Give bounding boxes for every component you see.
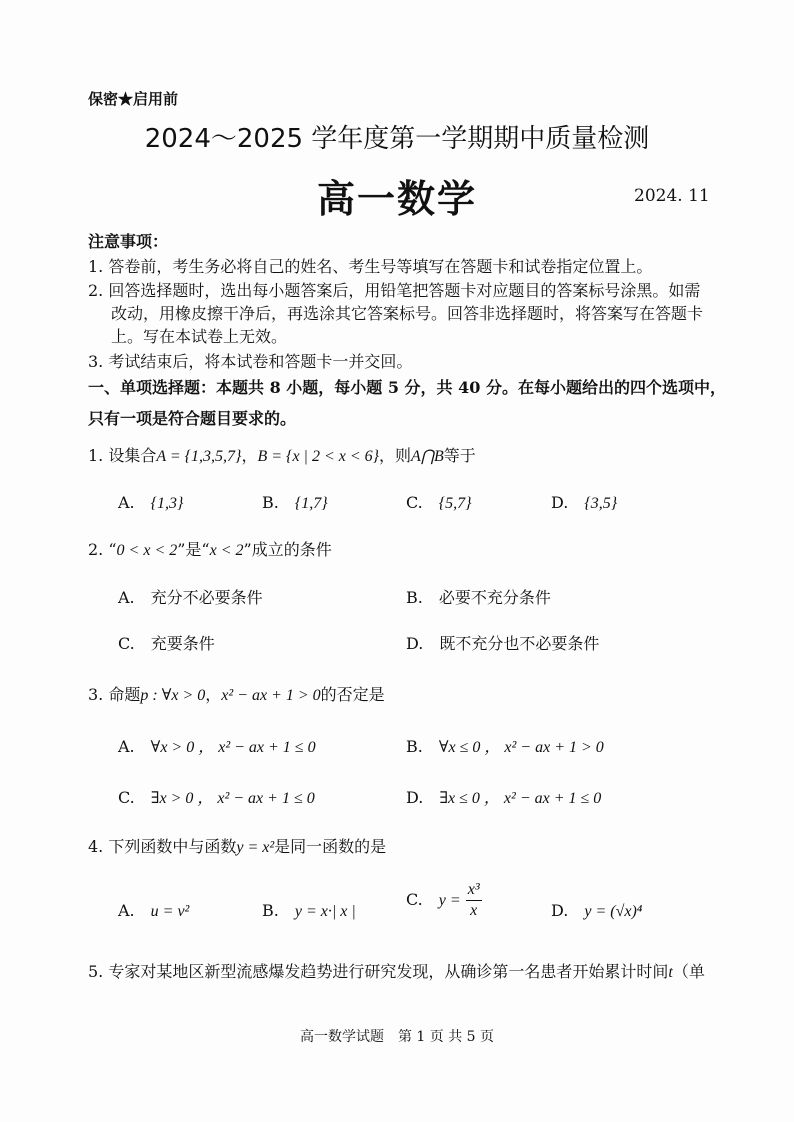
question-4	[88, 835, 386, 860]
option-value: {5,7}	[438, 495, 472, 512]
math-expr: x² − ax + 1 > 0	[221, 687, 321, 704]
note-text-cont: 改动，用橡皮擦干净后，再选涂其它答案标号。回答非选择题时，将答案写在答题卡	[111, 304, 704, 323]
option-2c	[118, 632, 215, 656]
option-1a	[118, 491, 183, 516]
option-value: {1,7}	[294, 495, 328, 512]
option-value: ∃x > 0 ， x² − ax + 1 ≤ 0	[150, 790, 315, 807]
question-number: 2.	[88, 540, 104, 559]
option-label: B.	[262, 493, 279, 512]
fraction-denominator: x	[470, 902, 478, 919]
option-label: B.	[406, 737, 423, 756]
option-4b	[262, 899, 356, 924]
option-label: D.	[406, 634, 424, 653]
option-3b	[406, 735, 604, 760]
question-text: ，	[241, 446, 258, 465]
option-value: 既不充分也不必要条件	[439, 634, 600, 653]
exam-date: 2024. 11	[634, 186, 710, 206]
option-1d	[551, 491, 617, 516]
option-3d	[406, 786, 601, 811]
option-label: D.	[551, 493, 569, 512]
math-expr: p : ∀x > 0	[140, 687, 206, 704]
option-value: 充要条件	[150, 634, 215, 653]
question-text: 下列函数中与函数	[108, 837, 237, 856]
math-expr: t	[668, 964, 673, 981]
note-text: 考试结束后，将本试卷和答题卡一并交回。	[108, 352, 413, 371]
note-number: 3.	[88, 352, 104, 371]
question-1	[88, 444, 476, 469]
question-text: 专家对某地区新型流感爆发趋势进行研究发现，从确诊第一名患者开始累计时间	[108, 962, 669, 981]
question-number: 5.	[88, 962, 104, 981]
option-label: D.	[551, 901, 569, 920]
question-text: ”成立的条件	[243, 540, 332, 559]
option-label: C.	[118, 634, 135, 653]
option-2d	[406, 632, 599, 656]
option-value: y =	[438, 892, 461, 909]
option-label: C.	[118, 788, 135, 807]
option-4c	[406, 880, 482, 921]
note-item	[88, 255, 652, 279]
option-value: y = x·| x |	[294, 903, 356, 920]
exam-title: 2024～2025 学年度第一学期期中质量检测	[144, 124, 650, 154]
math-expr: x < 2	[209, 542, 244, 559]
fraction	[466, 880, 482, 921]
option-label: B.	[406, 588, 423, 607]
question-number: 4.	[88, 837, 104, 856]
note-item	[88, 350, 412, 374]
question-3	[88, 683, 385, 708]
note-number: 1.	[88, 257, 104, 276]
section-heading-cont: 只有一项是符合题目要求的。	[88, 409, 297, 428]
question-text: 命题	[108, 685, 141, 704]
option-label: A.	[118, 588, 135, 607]
option-2b	[406, 586, 551, 610]
option-2a	[118, 586, 263, 610]
math-expr: 0 < x < 2	[116, 542, 178, 559]
option-label: C.	[406, 493, 423, 512]
option-1c	[406, 491, 472, 516]
secret-label: 保密★启用前	[88, 90, 179, 108]
option-label: A.	[118, 493, 135, 512]
question-text: 等于	[443, 446, 476, 465]
option-label: A.	[118, 737, 135, 756]
note-text: 答卷前，考生务必将自己的姓名、考生号等填写在答题卡和试卷指定位置上。	[108, 257, 653, 276]
note-text-cont: 上。写在本试卷上无效。	[111, 327, 288, 346]
math-expr: A = {1,3,5,7}	[156, 448, 242, 465]
option-value: u = v²	[150, 903, 190, 920]
option-value: {3,5}	[584, 495, 618, 512]
option-value: 充分不必要条件	[150, 588, 263, 607]
option-value: {1,3}	[150, 495, 184, 512]
question-text: ，	[205, 685, 222, 704]
math-expr: y = x²	[236, 839, 275, 856]
section-heading: 一、单项选择题：本题共 8 小题，每小题 5 分，共 40 分。在每小题给出的四个选项中，	[88, 378, 726, 397]
option-value: ∀x > 0 ， x² − ax + 1 ≤ 0	[150, 739, 316, 756]
question-text: （单	[672, 962, 705, 981]
question-text: ”是“	[177, 540, 210, 559]
option-value: ∀x ≤ 0 ， x² − ax + 1 > 0	[438, 739, 604, 756]
option-label: C.	[406, 890, 423, 909]
question-text: “	[108, 540, 117, 559]
math-expr: A⋂B	[411, 448, 444, 465]
question-2	[88, 538, 332, 563]
fraction-numerator: x³	[466, 880, 482, 901]
question-number: 1.	[88, 446, 104, 465]
option-label: A.	[118, 901, 135, 920]
page-footer: 高一数学试题 第 1 页 共 5 页	[299, 1029, 495, 1045]
option-4a	[118, 899, 189, 924]
note-item	[88, 279, 700, 303]
option-3c	[118, 786, 315, 811]
note-number: 2.	[88, 281, 104, 300]
question-text: ，则	[379, 446, 412, 465]
note-text: 回答选择题时，选出每小题答案后，用铅笔把答题卡对应题目的答案标号涂黑。如需	[108, 281, 701, 300]
question-text: 的否定是	[320, 685, 385, 704]
question-5	[88, 960, 705, 985]
question-text: 是同一函数的是	[274, 837, 387, 856]
math-expr: B = {x | 2 < x < 6}	[257, 448, 380, 465]
subject-title: 高一数学	[316, 176, 477, 221]
option-4d	[551, 899, 642, 924]
notes-heading: 注意事项：	[88, 232, 169, 251]
question-number: 3.	[88, 685, 104, 704]
option-value: 必要不充分条件	[438, 588, 551, 607]
option-label: D.	[406, 788, 424, 807]
option-value: y = (√x)⁴	[584, 903, 643, 920]
option-1b	[262, 491, 328, 516]
option-value: ∃x ≤ 0 ， x² − ax + 1 ≤ 0	[439, 790, 602, 807]
option-label: B.	[262, 901, 279, 920]
option-3a	[118, 735, 316, 760]
question-text: 设集合	[108, 446, 157, 465]
